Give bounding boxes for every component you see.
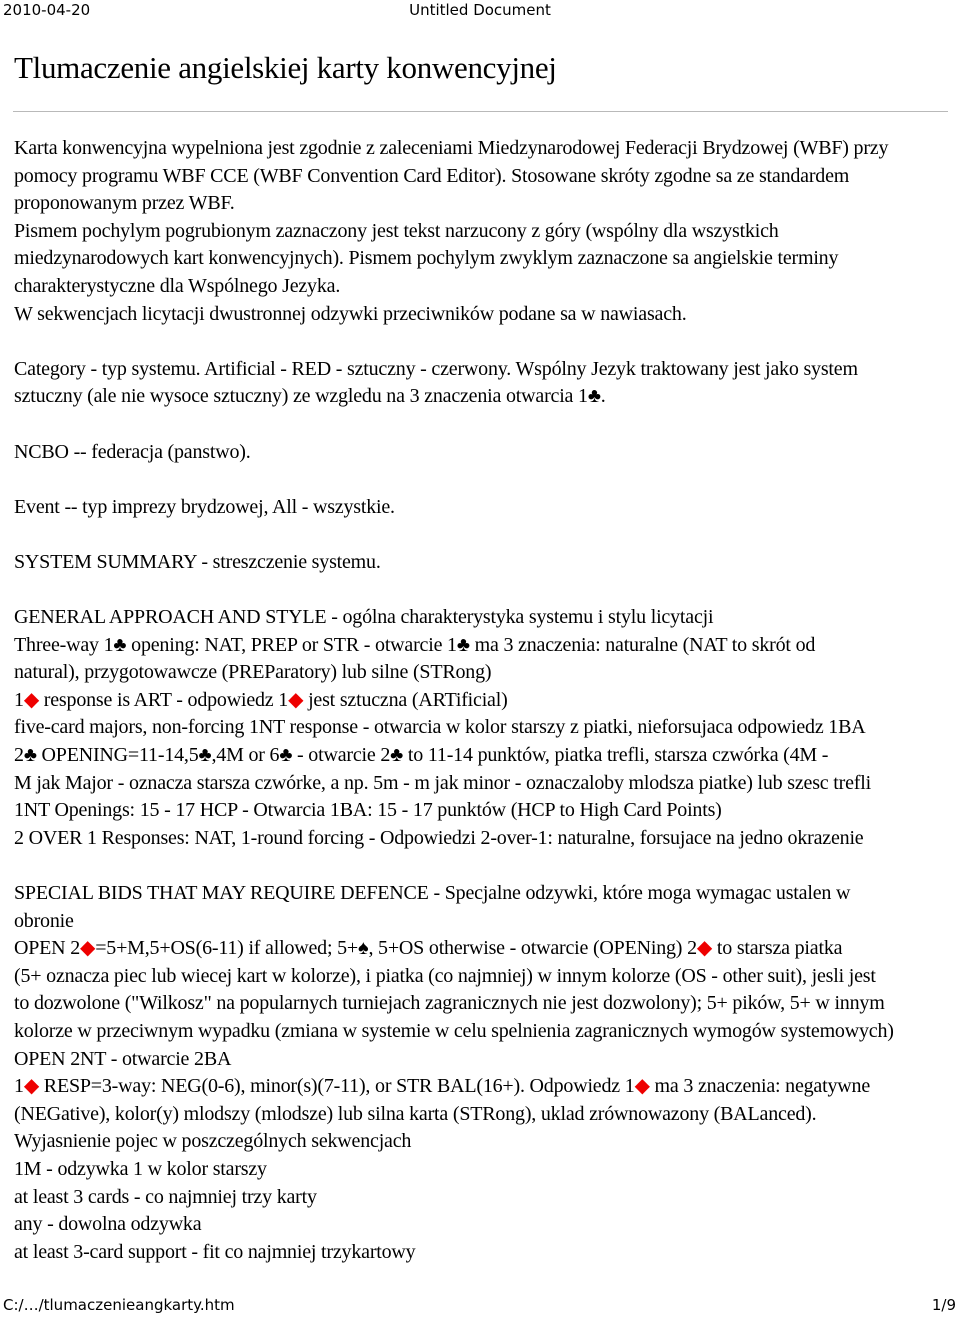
- special-line: Wyjasnienie pojec w poszczególnych sekwencjach: [14, 1130, 412, 1153]
- club-icon: ♣: [23, 744, 37, 767]
- diamond-icon: ◆: [696, 937, 713, 960]
- club-icon: ♣: [198, 744, 212, 767]
- intro-line: charakterystyczne dla Wspólnego Jezyka.: [14, 274, 341, 297]
- special-line: OPEN 2NT - otwarcie 2BA: [14, 1047, 232, 1070]
- ncbo-line: NCBO -- federacja (panstwo).: [14, 440, 251, 463]
- special-line: (5+ oznacza piec lub wiecej kart w kolorze), i piatka (co najmniej) w innym kolorze (OS - other suit), jesli jest: [14, 964, 876, 987]
- general-line: 1NT Openings: 15 - 17 HCP - Otwarcia 1BA: 15 - 17 punktów (HCP to High Card Points): [14, 799, 722, 822]
- print-title: Untitled Document: [409, 1, 551, 19]
- general-line: five-card majors, non-forcing 1NT response - otwarcia w kolor starszy z piatki, nieforsujaca odpowiedz 1BA: [14, 716, 866, 739]
- print-header: [0, 0, 960, 24]
- horizontal-rule: [13, 111, 948, 112]
- special-line: at least 3-card support - fit co najmniej trzykartowy: [14, 1240, 416, 1263]
- special-line: (NEGative), kolor(y) mlodszy (mlodsze) lub silna karta (STRong), uklad zrównowazony (BALanced).: [14, 1102, 817, 1125]
- special-line: kolorze w przeciwnym wypadku (zmiana w systemie w celu spelnienia zagranicznych wymogów systemowych): [14, 1020, 894, 1042]
- general-heading: GENERAL APPROACH AND STYLE - ogólna charakterystyka systemu i stylu licytacji: [14, 606, 714, 629]
- special-heading: SPECIAL BIDS THAT MAY REQUIRE DEFENCE - Specjalne odzywki, które moga wymagac ustalen w: [14, 882, 851, 905]
- diamond-icon: ◆: [23, 688, 39, 711]
- special-line: OPEN 2◆=5+M,5+OS(6-11) if allowed; 5+♠, 5+OS otherwise - otwarcie (OPENing) 2◆ to starsza piatka: [14, 937, 843, 960]
- category-line: Category - typ systemu. Artificial - RED - sztuczny - czerwony. Wspólny Jezyk traktowany jest jako system: [14, 357, 858, 380]
- special-line: 1M - odzywka 1 w kolor starszy: [14, 1157, 267, 1180]
- category-line: sztuczny (ale nie wysoce sztuczny) ze wzgledu na 3 znaczenia otwarcia 1♣.: [14, 385, 606, 408]
- diamond-icon: ◆: [288, 688, 304, 711]
- intro-line: Pismem pochylym pogrubionym zaznaczony jest tekst narzucony z góry (wspólny dla wszystkich: [14, 219, 779, 242]
- general-line: M jak Major - oznacza starsza czwórke, a np. 5m - m jak minor - oznaczaloby mlodsza piatke) lub szesc trefli: [14, 771, 871, 794]
- general-line: Three-way 1♣ opening: NAT, PREP or STR - otwarcie 1♣ ma 3 znaczenia: naturalne (NAT to skrót od: [14, 633, 816, 656]
- event-line: Event -- typ imprezy brydzowej, All - wszystkie.: [14, 495, 395, 518]
- club-icon: ♣: [456, 633, 470, 656]
- spade-icon: ♠: [358, 937, 369, 960]
- special-line: any - dowolna odzywka: [14, 1213, 202, 1236]
- general-line: natural), przygotowawcze (PREParatory) lub silne (STRong): [14, 661, 492, 684]
- special-line: to dozwolone ("Wilkosz" na popularnych turniejach zagranicznych nie jest dozwolony); 5+ pików, 5+ w innym: [14, 992, 885, 1015]
- print-footer: [0, 1296, 960, 1318]
- print-date: 2010-04-20: [3, 1, 91, 19]
- intro-line: W sekwencjach licytacji dwustronnej odzywki przeciwników podane sa w nawiasach.: [14, 302, 687, 325]
- special-heading: obronie: [14, 909, 74, 932]
- summary-line: SYSTEM SUMMARY - streszczenie systemu.: [14, 550, 381, 573]
- club-icon: ♣: [390, 744, 404, 767]
- intro-line: pomocy programu WBF CCE (WBF Convention Card Editor). Stosowane skróty zgodne sa ze standardem: [14, 164, 850, 187]
- general-line: 2 OVER 1 Responses: NAT, 1-round forcing - Odpowiedzi 2-over-1: naturalne, forsujace na jedno okrazenie: [14, 826, 864, 849]
- intro-line: Karta konwencyjna wypelniona jest zgodnie z zaleceniami Miedzynarodowej Federacji Brydzowej (WBF) przy: [14, 137, 889, 159]
- special-line: at least 3 cards - co najmniej trzy karty: [14, 1185, 317, 1208]
- page-number: 1/9: [931, 1296, 956, 1314]
- diamond-icon: ◆: [80, 937, 96, 960]
- club-icon: ♣: [279, 744, 293, 767]
- club-icon: ♣: [113, 633, 127, 656]
- intro-line: proponowanym przez WBF.: [14, 192, 235, 215]
- page-title: Tlumaczenie angielskiej karty konwencyjnej: [14, 50, 557, 85]
- document-body: [14, 135, 946, 1266]
- intro-line: miedzynarodowych kart konwencyjnych). Pismem pochylym zwyklym zaznaczone sa angielskie terminy: [14, 247, 839, 270]
- special-line: 1◆ RESP=3-way: NEG(0-6), minor(s)(7-11), or STR BAL(16+). Odpowiedz 1◆ ma 3 znaczenia: negatywne: [14, 1075, 870, 1098]
- general-line: 2♣ OPENING=11-14,5♣,4M or 6♣ - otwarcie 2♣ to 11-14 punktów, piatka trefli, starsza czwórka (4M -: [14, 744, 829, 767]
- file-path: C:/…/tlumaczenieangkarty.htm: [3, 1296, 235, 1314]
- diamond-icon: ◆: [23, 1075, 39, 1098]
- club-icon: ♣: [587, 385, 601, 408]
- general-line: 1◆ response is ART - odpowiedz 1◆ jest sztuczna (ARTificial): [14, 688, 508, 711]
- diamond-icon: ◆: [634, 1075, 650, 1098]
